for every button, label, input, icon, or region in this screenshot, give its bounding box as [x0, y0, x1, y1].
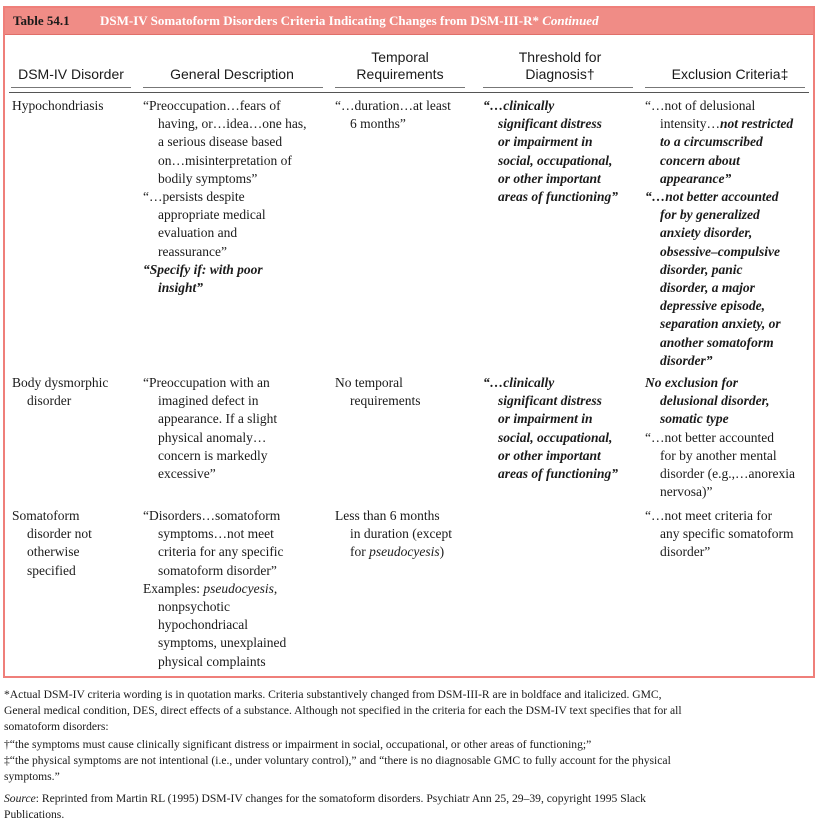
- col-header-exclusion: Exclusion Criteria‡: [671, 66, 789, 82]
- description-line: “Preoccupation with an: [143, 375, 270, 390]
- disorder-name: disorder: [27, 393, 72, 409]
- threshold-line: or impairment in: [498, 134, 593, 150]
- description-line: somatoform disorder”: [158, 562, 277, 578]
- exclusion-line: disorder”: [660, 544, 711, 560]
- disorder-name: specified: [27, 562, 76, 578]
- exclusion-line: “…not meet criteria for: [645, 508, 773, 523]
- exclusion-line-changed: concern about: [660, 152, 740, 168]
- description-line: “…persists despite: [143, 189, 245, 205]
- disorder-name: disorder not: [27, 526, 92, 542]
- description-line: “Preoccupation…fears of: [143, 98, 281, 113]
- description-line: reassurance”: [158, 243, 227, 259]
- disorder-name: Somatoform: [12, 508, 80, 523]
- threshold-line: or other important: [498, 170, 601, 186]
- exclusion-line-changed: depressive episode,: [660, 298, 765, 314]
- exclusion-line-changed: disorder, panic: [660, 261, 743, 277]
- row-hypochondriasis-description: [143, 97, 306, 297]
- description-line: nonpsychotic: [158, 599, 230, 615]
- threshold-line: social, occupational,: [498, 152, 613, 168]
- threshold-line: “…clinically: [483, 98, 555, 113]
- temporal-line: 6 months”: [350, 116, 406, 132]
- footnote-double-dagger-2: symptoms.”: [4, 770, 60, 783]
- description-line: bodily symptoms”: [158, 170, 258, 186]
- description-line: [143, 580, 286, 598]
- exclusion-line-changed: separation anxiety, or: [660, 316, 781, 332]
- threshold-line: “…clinically: [483, 375, 555, 390]
- description-line: criteria for any specific: [158, 544, 284, 560]
- header-underline: [335, 87, 465, 88]
- exclusion-line-changed: disorder, a major: [660, 280, 755, 296]
- table-continued-label: Continued: [542, 13, 599, 28]
- threshold-line: social, occupational,: [498, 429, 613, 445]
- description-line: imagined defect in: [158, 393, 259, 409]
- threshold-line: areas of functioning”: [498, 466, 619, 482]
- exclusion-line-changed: delusional disorder,: [660, 393, 770, 409]
- temporal-line: requirements: [350, 393, 421, 409]
- exclusion-line-changed: to a circumscribed: [660, 134, 763, 150]
- description-line: having, or…idea…one has,: [158, 116, 307, 132]
- row-hypochondriasis-temporal: [335, 97, 451, 133]
- exclusion-line: “…not of delusional: [645, 98, 756, 113]
- row-somatoform-nos-description: [143, 507, 286, 671]
- col-header-temporal: [335, 49, 465, 83]
- description-line: on…misinterpretation of: [158, 152, 292, 168]
- description-line: symptoms, unexplained: [158, 635, 287, 651]
- exclusion-line-changed: obsessive–compulsive: [660, 243, 780, 259]
- row-somatoform-nos-disorder: [12, 507, 92, 580]
- exclusion-line-changed: for by generalized: [660, 207, 760, 223]
- exclusion-line: any specific somatoform: [660, 526, 794, 542]
- col-header-description: General Description: [170, 66, 294, 82]
- temporal-line: [335, 543, 452, 561]
- row-body-dysmorphic-exclusion: [645, 374, 795, 501]
- source-note-2: Publications.: [4, 808, 65, 821]
- exclusion-line-changed: appearance”: [660, 170, 732, 186]
- temporal-text: for: [350, 544, 370, 560]
- threshold-line: significant distress: [498, 393, 602, 409]
- threshold-line: or impairment in: [498, 411, 593, 427]
- header-underline: [143, 87, 323, 88]
- exclusion-line-changed: somatic type: [660, 411, 729, 427]
- description-line-changed: insight”: [158, 280, 204, 296]
- footnote-asterisk-1: *Actual DSM-IV criteria wording is in quotation marks. Criteria substantively changed from DSM-III-R are in boldface and italicized. GMC,: [4, 688, 662, 701]
- row-hypochondriasis-threshold: [483, 97, 618, 206]
- col-header-disorder: DSM-IV Disorder: [18, 66, 124, 82]
- exclusion-line: nervosa)”: [660, 484, 713, 500]
- disorder-name: otherwise: [27, 544, 80, 560]
- header-underline: [645, 87, 805, 88]
- table-frame: [3, 6, 815, 678]
- col-header-threshold-line2: Diagnosis†: [525, 66, 595, 82]
- threshold-line: or other important: [498, 447, 601, 463]
- header-underline: [11, 87, 131, 88]
- threshold-line: significant distress: [498, 116, 602, 132]
- description-line: excessive”: [158, 466, 216, 482]
- row-body-dysmorphic-description: [143, 374, 277, 483]
- source-text: : Reprinted from Martin RL (1995) DSM-IV changes for the somatoform disorders. Psychiatr Ann 25, 29–39, copyright 1995 Slack: [35, 792, 646, 805]
- table-title-bar: [5, 8, 813, 35]
- table-number: Table 54.1: [13, 13, 70, 28]
- header-rule: [9, 92, 809, 93]
- col-header-temporal-line1: Temporal: [371, 49, 429, 65]
- exclusion-line: “…not better accounted: [645, 429, 774, 445]
- footnote-double-dagger-1: ‡“the physical symptoms are not intentional (i.e., under voluntary control),” and “there is no diagnosable GMC to fully account for the physical: [4, 754, 671, 767]
- header-underline: [483, 87, 633, 88]
- col-header-threshold-line1: Threshold for: [518, 49, 602, 65]
- description-line: symptoms…not meet: [158, 526, 274, 542]
- col-header-temporal-line2: Requirements: [356, 66, 444, 82]
- row-body-dysmorphic-threshold: [483, 374, 618, 483]
- description-line: evaluation and: [158, 225, 238, 241]
- table-title-text: DSM-IV Somatoform Disorders Criteria Indicating Changes from DSM-III-R*: [100, 13, 539, 28]
- row-hypochondriasis-exclusion: [645, 97, 793, 370]
- footnote-dagger: †“the symptoms must cause clinically significant distress or impairment in social, occupational, or other areas of functioning;”: [4, 738, 592, 751]
- row-body-dysmorphic-disorder: [12, 374, 108, 410]
- temporal-line: “…duration…at least: [335, 98, 451, 113]
- description-line: “Disorders…somatoform: [143, 508, 281, 523]
- exclusion-line-changed: disorder”: [660, 352, 713, 368]
- exclusion-line-changed: “…not better accounted: [645, 189, 779, 205]
- description-text: ,: [273, 580, 278, 596]
- description-line-changed: “Specify if: with poor: [143, 261, 263, 277]
- footnote-asterisk-2: General medical condition, DES, direct effects of a substance. Although not specified in the criteria for each the DSM-IV text specifies that for all: [4, 704, 682, 717]
- threshold-line: areas of functioning”: [498, 189, 619, 205]
- description-line: physical anomaly…: [158, 429, 267, 445]
- temporal-line: No temporal: [335, 375, 403, 390]
- temporal-text: ): [439, 544, 445, 560]
- exclusion-line: disorder (e.g.,…anorexia: [660, 466, 795, 482]
- description-line: a serious disease based: [158, 134, 283, 150]
- description-line: physical complaints: [158, 653, 266, 669]
- row-somatoform-nos-temporal: [335, 507, 452, 562]
- description-line: hypochondriacal: [158, 617, 248, 633]
- exclusion-line-changed: anxiety disorder,: [660, 225, 753, 241]
- description-line: appearance. If a slight: [158, 411, 278, 427]
- source-label: Source: [4, 792, 36, 805]
- temporal-line: Less than 6 months: [335, 508, 440, 523]
- exclusion-text: intensity…: [660, 116, 720, 132]
- temporal-text-italic: pseudocyesis: [369, 544, 440, 560]
- exclusion-line-changed: No exclusion for: [645, 375, 739, 390]
- description-text-italic: pseudocyesis: [203, 580, 274, 596]
- source-note: [4, 791, 646, 806]
- description-line: appropriate medical: [158, 207, 266, 223]
- disorder-name: Hypochondriasis: [12, 98, 104, 113]
- description-line: concern is markedly: [158, 447, 268, 463]
- exclusion-line-changed: another somatoform: [660, 334, 774, 350]
- row-body-dysmorphic-temporal: [335, 374, 420, 410]
- row-hypochondriasis-disorder: [12, 97, 104, 115]
- exclusion-text-changed: not restricted: [720, 116, 794, 132]
- exclusion-line: [645, 115, 793, 133]
- temporal-line: in duration (except: [350, 526, 452, 542]
- table-title: [100, 13, 599, 29]
- col-header-threshold: [490, 49, 630, 83]
- footnote-asterisk-3: somatoform disorders:: [4, 720, 109, 733]
- exclusion-line: for by another mental: [660, 447, 777, 463]
- disorder-name: Body dysmorphic: [12, 375, 109, 390]
- row-somatoform-nos-exclusion: [645, 507, 793, 562]
- description-text: Examples:: [143, 580, 204, 596]
